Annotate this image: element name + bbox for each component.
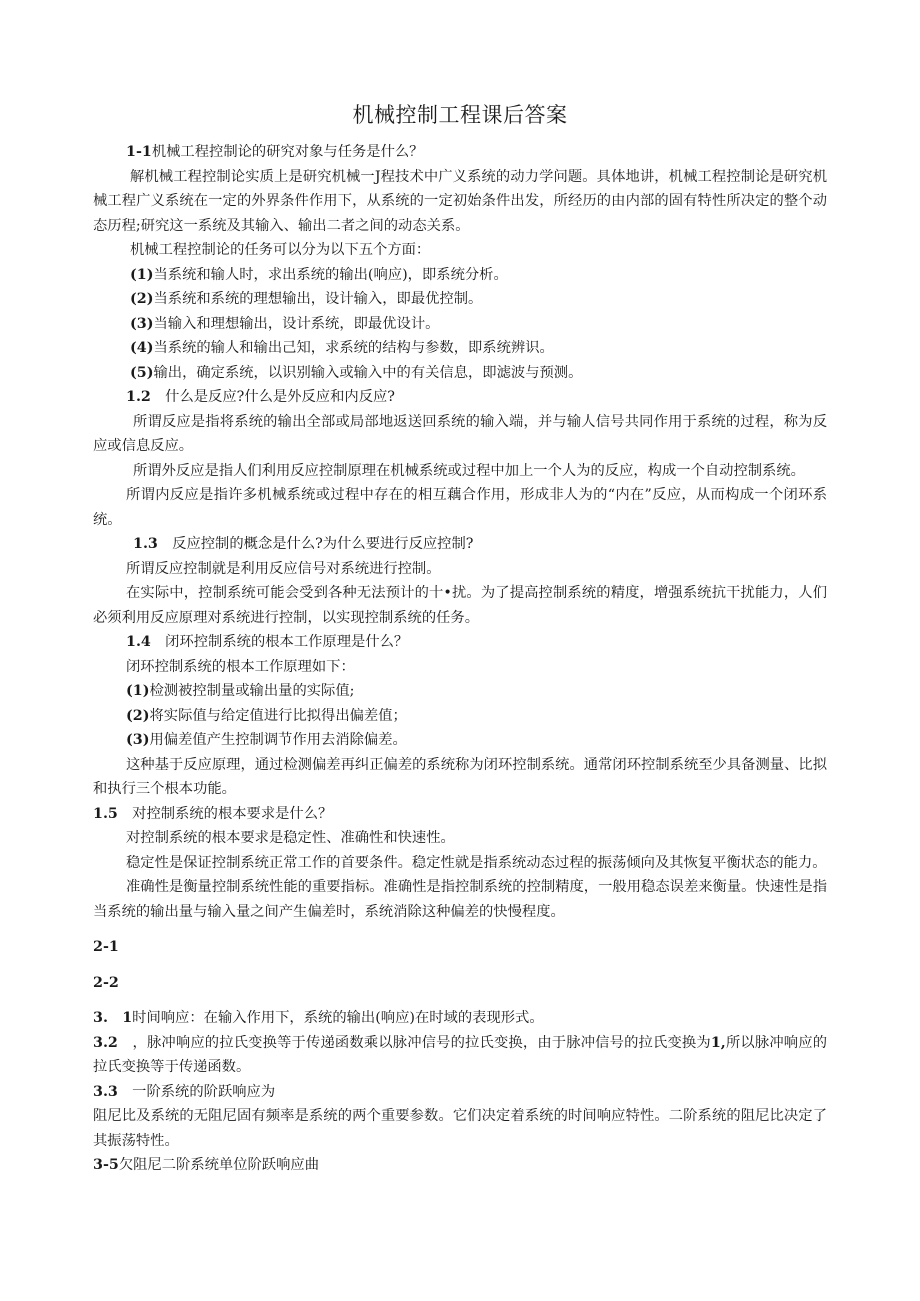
question-number: 3.2 [93, 1034, 118, 1051]
list-item: (2)当系统和系统的理想输出，设计输入，即最优控制。 [130, 291, 483, 307]
question-text: 对控制系统的根本要求是什么？ [132, 805, 333, 822]
question-number: 1-1 [126, 144, 152, 160]
document-body [93, 140, 827, 1178]
answer-paragraph: 准确性是衡量控制系统性能的重要指标。准确性是指控制系统的控制精度，一般用稳态误差来衡量。快速性是指当系统的输出量与输入量之间产生偏差时，系统消除这种偏差的快慢程度。 [93, 879, 827, 920]
answer-paragraph: 解机械工程控制论实质上是研究机械一J程技术中广义系统的动力学问题。具体地讲，机械工程控制论是研究机械工程广义系统在一定的外界条件作用下，从系统的一定初始条件出发，所经历的由内部的固有特性所决定的整个动态历程;研究这一系统及其输入、输出二者之间的动态关系。 [93, 168, 827, 234]
list-item: (2)将实际值与给定值进行比拟得出偏差值； [126, 707, 407, 724]
list-item: (5)输出，确定系统，以识别输入或输入中的有关信息，即滤波与预测。 [130, 364, 583, 381]
answer-paragraph: 机械工程控制论的任务可以分为以下五个方面： [130, 242, 431, 258]
question-text: 反应控制的概念是什么?为什么要进行反应控制? [172, 536, 474, 552]
question-number: 1.3 [133, 536, 158, 552]
list-item: (4)当系统的输人和输出己知，求系统的结构与参数，即系统辨识。 [130, 340, 554, 356]
question-text: 什么是反应?什么是外反应和内反应? [165, 389, 395, 405]
question-3-2: 3.2 ，脉冲响应的拉氏变换等于传递函数乘以脉冲信号的拉氏变换，由于脉冲信号的拉氏变换为1,所以脉冲响应的拉氏变换等于传递函数。 [93, 1034, 828, 1075]
list-item: (1)检测被控制量或输出量的实际值; [126, 683, 355, 699]
answer-paragraph: 所谓内反应是指许多机械系统或过程中存在的相互藕合作用，形成非人为的“内在”反应，从而构成一个闭环系统。 [93, 487, 827, 528]
answer-paragraph: 阻尼比及系统的无阻尼固有频率是系统的两个重要参数。它们决定着系统的时间响应特性。二阶系统的阻尼比决定了其振荡特性。 [93, 1108, 827, 1149]
question-1-4 [93, 630, 827, 655]
question-text: 机械工程控制论的研究对象与任务是什么？ [151, 144, 424, 160]
list-item: (1)当系统和输人时，求出系统的输出(响应)，即系统分析。 [130, 266, 508, 283]
list-item: (3)当输入和理想输出，设计系统，即最优设计。 [130, 315, 440, 332]
question-text: 闭环控制系统的根本工作原理是什么？ [165, 634, 409, 650]
question-1-3 [93, 532, 827, 557]
question-2-1: 2-1 [93, 939, 119, 955]
answer-paragraph: 稳定性是保证控制系统正常工作的首要条件。稳定性就是指系统动态过程的振荡倾向及其恢复平衡状态的能力。 [126, 854, 827, 871]
question-3-3 [93, 1080, 827, 1105]
question-number: 3. 1 [93, 1010, 133, 1026]
question-text: 欠阻尼二阶系统单位阶跃响应曲 [118, 1157, 319, 1173]
list-item: (3)用偏差值产生控制调节作用去消除偏差。 [126, 732, 407, 748]
answer-paragraph: 对控制系统的根本要求是稳定性、准确性和快速性。 [126, 830, 455, 846]
question-2-2: 2-2 [93, 974, 119, 991]
answer-paragraph: 这种基于反应原理，通过检测偏差再纠正偏差的系统称为闭环控制系统。通常闭环控制系统至少具备测量、比拟和执行三个根本功能。 [93, 756, 827, 797]
answer-paragraph: 闭环控制系统的根本工作原理如下： [126, 658, 355, 675]
answer-paragraph: 在实际中，控制系统可能会受到各种无法预计的十•扰。为了提高控制系统的精度，增强系统抗干扰能力，人们必须利用反应原理对系统进行控制，以实现控制系统的任务。 [93, 585, 827, 626]
question-number: 1.2 [126, 389, 151, 405]
question-number: 1.5 [93, 805, 118, 822]
answer-paragraph: 所谓反应是指将系统的输出全部或局部地返送回系统的输入端，并与输人信号共同作用于系统的过程，称为反应或信息反应。 [93, 413, 827, 454]
question-text: 一阶系统的阶跃响应为 [132, 1083, 276, 1100]
question-1-5 [93, 802, 827, 827]
question-number: 1.4 [126, 634, 151, 650]
question-number: 3-5 [93, 1157, 119, 1173]
answer-text: 时间响应：在输入作用下，系统的输出(响应)在时域的表现形式。 [132, 1010, 544, 1026]
page-title: 机械控制工程课后答案 [352, 103, 568, 127]
question-1-2 [93, 385, 827, 410]
question-number: 3.3 [93, 1083, 118, 1100]
question-3-1 [93, 1006, 827, 1031]
question-3-5 [93, 1153, 827, 1178]
answer-paragraph: 所谓外反应是指人们利用反应控制原理在机械系统或过程中加上一个人为的反应，构成一个自动控制系统。 [133, 462, 805, 479]
question-1-1 [93, 140, 827, 165]
answer-paragraph: 所谓反应控制就是利用反应信号对系统进行控制。 [126, 560, 441, 577]
